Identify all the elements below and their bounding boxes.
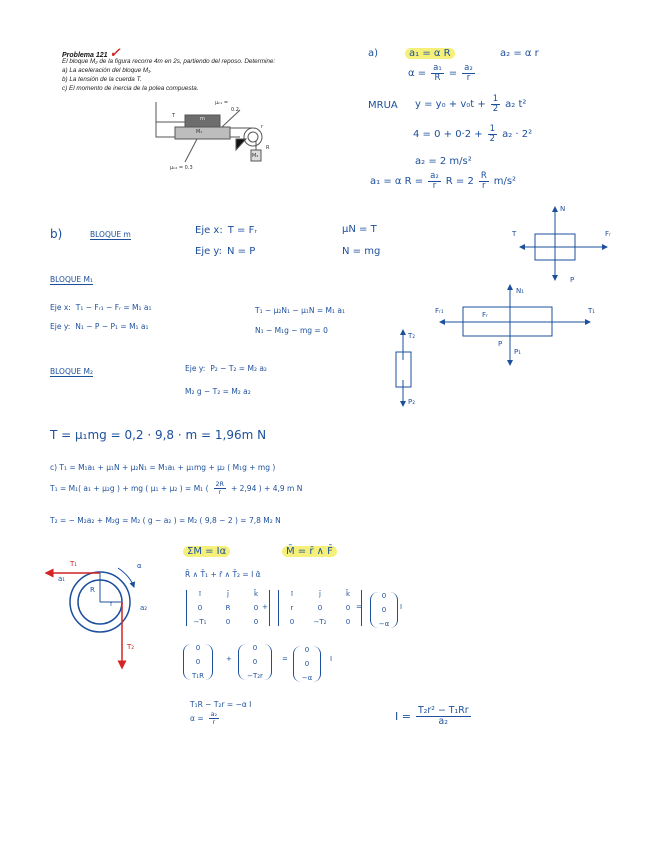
problem-line: a) La aceleración del bloque M₁.	[62, 67, 152, 74]
matrix-cell: 0	[195, 658, 201, 666]
eq-term: =	[448, 67, 458, 79]
eq-term: c) T₁ = M₁a₁ + μ₁N + μ₂N₁ = M₁a₁ + μ₁mg + μ₂ ( M₁g + mg )	[50, 463, 276, 472]
matrix-cell: k̄	[253, 590, 259, 598]
eq-term: μN = T	[342, 224, 377, 235]
matrix-cell: 0	[304, 646, 310, 654]
matrix-cell: 0	[225, 618, 231, 626]
denominator: r	[482, 180, 486, 191]
fraction	[479, 172, 489, 191]
fbd-M1-Fr: Fᵣ	[482, 311, 488, 319]
matrix-cell: 0	[345, 604, 351, 612]
matrix-cell: −α	[301, 674, 313, 682]
heading-bloque-M2: BLOQUE M₂	[50, 367, 93, 376]
fig-label-r: r	[261, 124, 264, 130]
matrix-cell: k̄	[345, 590, 351, 598]
eq-M1-y	[50, 322, 149, 331]
eq-result-2	[190, 711, 219, 725]
fraction	[462, 64, 475, 83]
eq-term: α =	[408, 67, 427, 79]
eq-m-mu	[342, 224, 377, 235]
matrix-cell: 0	[381, 606, 387, 614]
matrix-cell: −T₂	[313, 618, 327, 626]
fig-label-mu1-val: 0.2	[231, 107, 239, 113]
matrix-cell: −T₁	[193, 618, 207, 626]
fbd-M2-P2: P₂	[408, 398, 416, 406]
matrix-cell: −α	[378, 620, 390, 628]
fraction	[209, 711, 219, 725]
vector-alpha	[370, 592, 398, 628]
eq-term: Eje y:	[195, 246, 222, 257]
eq-M2-y	[185, 364, 267, 373]
eq-term: T = Fᵣ	[227, 225, 257, 236]
fbd-m-T: T	[512, 230, 517, 238]
denominator: r	[466, 72, 471, 83]
pulley-a2: a₂	[140, 604, 148, 612]
pulley-T2: T₂	[127, 643, 135, 651]
denominator: r	[212, 717, 216, 726]
determinant-2	[278, 590, 362, 626]
matrix-cell: 0	[197, 604, 203, 612]
eq-cross	[185, 570, 261, 579]
eq-term: R = 2	[445, 175, 474, 187]
numerator: a₂	[210, 710, 218, 718]
mrua-label: MRUA	[368, 100, 398, 111]
numerator: 1	[492, 94, 499, 104]
eq-term: ΣM = Iα	[187, 546, 227, 557]
fig-label-M2: M₂	[252, 153, 259, 159]
fbd-m-N: N	[560, 205, 566, 213]
denominator: r	[218, 487, 222, 496]
fraction	[214, 481, 226, 495]
eq-term: P₂ − T₂ = M₂ a₂	[210, 364, 267, 373]
fraction	[491, 95, 500, 114]
eq-term: Eje x:	[195, 225, 223, 236]
eq-term: Eje x:	[50, 303, 71, 312]
matrix-cell: 0	[253, 604, 259, 612]
eq-a2-value	[415, 156, 472, 167]
pulley-R: R	[90, 586, 95, 594]
fraction	[416, 706, 471, 727]
eq-a2	[500, 48, 539, 59]
eq-a1-value	[370, 172, 516, 191]
eq-M2-y2	[185, 387, 251, 396]
fraction	[488, 125, 497, 144]
eq-term: a₁ = α R	[409, 48, 451, 59]
eq-sum-moments	[183, 546, 230, 557]
numerator: a₁	[433, 63, 442, 73]
op-I-2: I	[330, 655, 333, 663]
matrix-cell: 0	[289, 618, 295, 626]
eq-T-value	[50, 428, 266, 442]
numerator: 2R	[215, 480, 224, 488]
fraction	[428, 172, 441, 191]
vector-alpha-2	[293, 646, 321, 682]
pulley-r: r	[110, 600, 113, 608]
pulley-alpha: α	[137, 562, 142, 570]
numerator: R	[480, 171, 487, 181]
denominator: r	[432, 180, 437, 191]
eq-term: R̄ ∧ T̄₁ + r̄ ∧ T̄₂ = I ᾱ	[185, 570, 261, 579]
matrix-cell: 0	[252, 658, 258, 666]
fraction	[431, 64, 444, 83]
op-eq-2: =	[282, 655, 288, 663]
eq-term: N₁ − P − P₁ = M₁ a₁	[75, 322, 149, 331]
eq-term: T = μ₁mg = 0,2 · 9,8 · m = 1,96m N	[50, 428, 267, 442]
fig-label-mu2: μₖ₂ = 0.3	[170, 165, 193, 171]
numerator: a₂	[430, 171, 439, 181]
fbd-M1-P1: P₁	[514, 348, 522, 356]
problem-line: b) La tensión de la cuerda T.	[62, 76, 142, 83]
eq-term: N = mg	[342, 246, 381, 257]
eq-mrua1	[415, 95, 526, 114]
eq-m-y	[195, 246, 255, 257]
eq-term: + 2,94 ) + 4,9 m N	[230, 483, 303, 493]
eq-M1-y2	[255, 326, 328, 335]
check-icon: ✓	[109, 45, 121, 60]
matrix-cell: j̄	[319, 590, 321, 598]
part-a-label: a)	[368, 48, 379, 59]
eq-alpha	[408, 64, 475, 83]
fig-label-T: T	[172, 113, 176, 119]
eq-term: 4 = 0 + 0·2 +	[413, 128, 483, 140]
eq-term: Eje y:	[50, 322, 71, 331]
op-plus-2: +	[226, 655, 232, 663]
op-eq: =	[356, 603, 362, 611]
numerator: T₂r² − T₁Rr	[417, 705, 469, 716]
eq-term: N₁ − M₁g − mg = 0	[255, 326, 328, 335]
matrix-cell: r	[290, 604, 294, 612]
fbd-M2-T2: T₂	[408, 332, 416, 340]
fig-label-M1: M₁	[196, 129, 203, 135]
matrix-cell: 0	[381, 592, 387, 600]
eq-c2	[50, 481, 302, 495]
eq-term: M₂ g − T₂ = M₂ a₂	[185, 387, 251, 396]
fbd-M1-T1: T₁	[588, 307, 596, 315]
fig-label-R: R	[266, 145, 270, 151]
heading-bloque-M1: BLOQUE M₁	[50, 275, 93, 284]
fbd-block-M2	[396, 330, 411, 406]
matrix-cell: 0	[253, 618, 259, 626]
fbd-M1-P: P	[498, 340, 503, 348]
vector-T1R	[183, 644, 213, 680]
heading-bloque-m: BLOQUE m	[90, 230, 131, 239]
eq-M1-x	[50, 303, 152, 312]
matrix-cell: 0	[304, 660, 310, 668]
eq-moment-of-inertia	[395, 706, 471, 727]
problem-line: c) El momento de inercia de la polea compuesta.	[62, 85, 199, 92]
eq-term: Eje y:	[185, 364, 206, 373]
matrix-cell: −T₂r	[247, 672, 263, 680]
fig-label-m: m	[200, 116, 205, 122]
part-b-label: b)	[50, 227, 63, 241]
eq-term: M̄ = r̄ ∧ F̄	[286, 546, 333, 557]
matrix-cell: 0	[252, 644, 258, 652]
matrix-cell: T₁R	[192, 672, 204, 680]
op-plus: +	[262, 603, 268, 611]
denominator: R	[434, 72, 441, 83]
matrix-cell: 0	[317, 604, 323, 612]
eq-term: a₂ · 2²	[502, 128, 533, 140]
eq-term: I =	[395, 709, 411, 723]
denominator: a₂	[438, 715, 449, 727]
fbd-m-P: P	[570, 276, 575, 284]
fig-label-mu1: μₖ₁ =	[215, 100, 229, 106]
matrix-cell: ī	[199, 590, 201, 598]
eq-term: m/s²	[493, 175, 517, 187]
eq-term: T₁ − Fᵣ₁ − Fᵣ = M₁ a₁	[75, 303, 152, 312]
vector-T2r	[238, 644, 272, 680]
problem-line: El bloque M₂ de la figura recorre 4m en 2s, partiendo del reposo. Determine:	[62, 58, 276, 65]
fbd-M1-Fr1: Fᵣ₁	[435, 307, 444, 315]
denominator: 2	[489, 133, 496, 144]
problem-title-text: Problema 121	[62, 52, 108, 59]
eq-mrua2	[413, 125, 532, 144]
eq-m-n	[342, 246, 380, 257]
op-I: I	[400, 603, 403, 611]
eq-term: T₁R − T₂r = −α I	[190, 700, 252, 709]
eq-m-x	[195, 225, 257, 236]
matrix-cell: j̄	[227, 590, 229, 598]
eq-term: a₂ = 2 m/s²	[415, 156, 472, 167]
matrix-cell: 0	[345, 618, 351, 626]
fbd-m-Fr: Fᵣ	[605, 230, 611, 238]
determinant-1	[186, 590, 270, 626]
eq-c1	[50, 463, 275, 472]
eq-term: a₂ t²	[505, 98, 527, 110]
eq-term: a₂ = α r	[500, 48, 539, 59]
pulley-diagram	[46, 568, 134, 668]
matrix-cell: R	[225, 604, 231, 612]
pulley-a1: a₁	[58, 575, 66, 583]
eq-moment-def	[282, 546, 337, 557]
eq-c3	[50, 516, 281, 525]
eq-term: T₂ = − M₂a₂ + M₂g = M₂ ( g − a₂ ) = M₂ ( 9,8 − 2 ) = 7,8 M₂ N	[50, 516, 281, 525]
fbd-block-m	[520, 207, 607, 280]
denominator: 2	[492, 103, 499, 114]
numerator: a₂	[464, 63, 473, 73]
eq-a1	[405, 48, 455, 59]
eq-term: a₁ = α R =	[370, 175, 424, 187]
matrix-cell: ī	[291, 590, 293, 598]
eq-term: T₁ − μ₂N₁ − μ₁N = M₁ a₁	[255, 306, 345, 315]
matrix-cell: 0	[195, 644, 201, 652]
pulley-T1: T₁	[70, 560, 78, 568]
eq-M1-x2	[255, 306, 345, 315]
eq-term: α =	[190, 713, 204, 723]
problem-figure	[156, 102, 262, 162]
eq-term: N = P	[227, 246, 256, 257]
eq-term: T₁ = M₁( a₁ + μ₂g ) + mg ( μ₁ + μ₂ ) = M₁ (	[50, 483, 209, 493]
numerator: 1	[489, 124, 496, 134]
eq-result-1	[190, 700, 251, 709]
eq-term: y = y₀ + v₀t +	[415, 98, 486, 110]
fbd-M1-N1: N₁	[516, 287, 525, 295]
